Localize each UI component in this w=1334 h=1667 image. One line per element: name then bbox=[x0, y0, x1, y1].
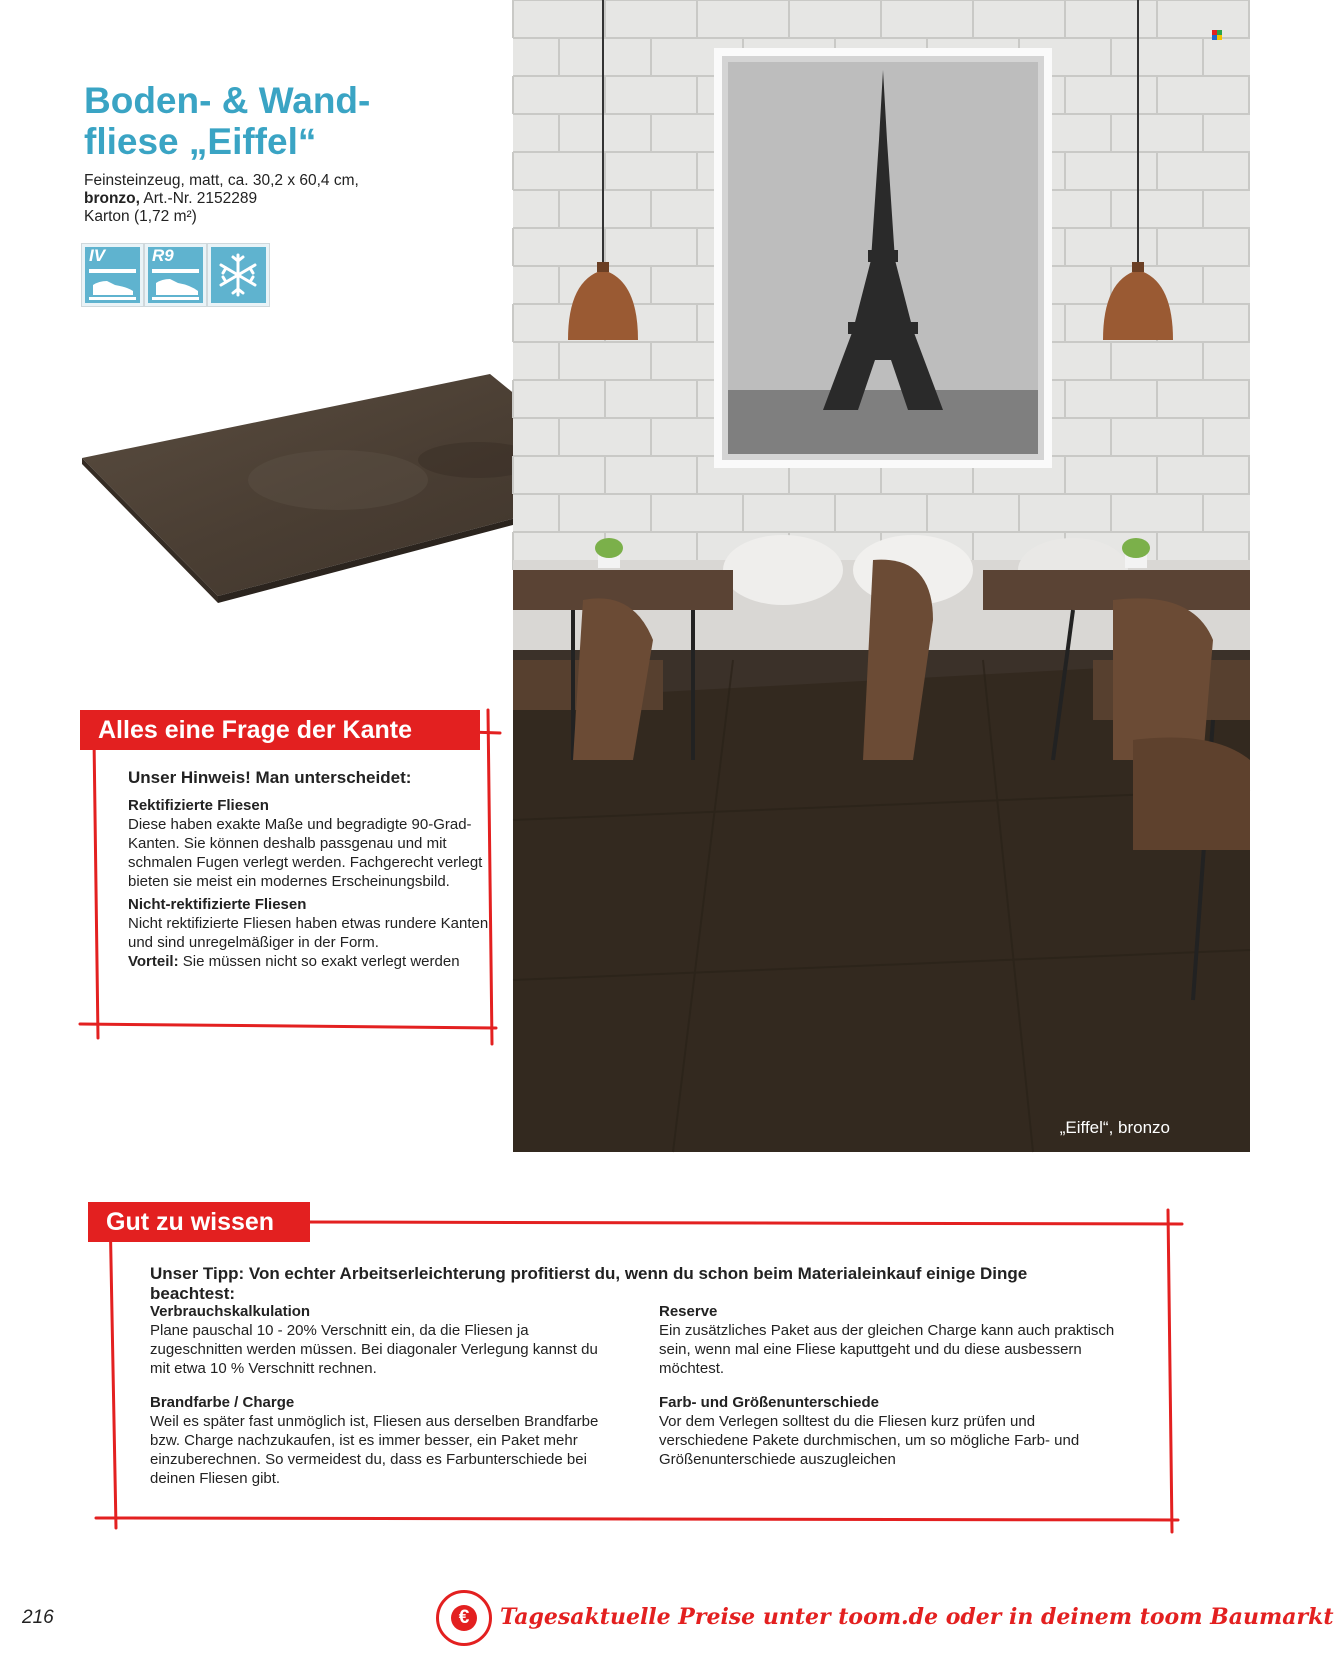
spec-article-number: Art.-Nr. 2152289 bbox=[139, 190, 258, 207]
rect-heading: Rektifizierte Fliesen bbox=[128, 797, 269, 814]
rect-text: Diese haben exakte Maße und begradigte 90-Grad-Kanten. Sie können deshalb passgenau und mit schmalen Fugen verlegt werden. Fachgerecht verlegt bieten sie meist ein modernes Erscheinungsbild. bbox=[128, 816, 483, 890]
nonrect-text: Nicht rektifizierte Fliesen haben etwas rundere Kanten und sind unregelmäßiger in der Form. bbox=[128, 915, 489, 951]
product-title bbox=[84, 80, 504, 162]
photo-caption: „Eiffel“, bronzo bbox=[1059, 1118, 1170, 1137]
euro-icon bbox=[436, 1590, 492, 1646]
reserve-text: Ein zusätzliches Paket aus der gleichen Charge kann auch praktisch sein, wenn mal eine Fliese kaputtgeht und du diese ausbessern möchtest. bbox=[659, 1322, 1115, 1377]
kante-banner: Alles eine Frage der Kante bbox=[80, 710, 480, 750]
brandfarbe-text: Weil es später fast unmöglich ist, Fliesen aus derselben Brandfarbe bzw. Charge nachzukaufen, ist es immer besser, ein Paket mehr einzuberechnen. So vermeidest du, dass es Farbunterschiede bei deinen Fliesen gibt. bbox=[150, 1413, 599, 1487]
brandfarbe-heading: Brandfarbe / Charge bbox=[150, 1394, 295, 1411]
snowflake-icon bbox=[211, 247, 266, 303]
property-icons bbox=[82, 244, 269, 306]
product-title-line1: Boden- & Wand- bbox=[84, 80, 371, 121]
wissen-banner: Gut zu wissen bbox=[88, 1202, 310, 1242]
reserve-heading: Reserve bbox=[659, 1303, 718, 1320]
frost-resistant-badge bbox=[208, 244, 269, 306]
kante-content bbox=[128, 768, 498, 971]
nonrect-heading: Nicht-rektifizierte Fliesen bbox=[128, 896, 307, 913]
shoe-icon bbox=[148, 247, 203, 303]
kante-lead: Unser Hinweis! Man unterscheidet: bbox=[128, 768, 412, 787]
spec-line-article bbox=[84, 190, 504, 208]
wissen-right-column bbox=[659, 1302, 1119, 1484]
product-title-line2: fliese „Eiffel“ bbox=[84, 121, 317, 162]
farbunterschiede-heading: Farb- und Größenunterschiede bbox=[659, 1394, 880, 1411]
footer-slogan: Tagesaktuelle Preise unter toom.de oder in deinem toom Baumarkt bbox=[500, 1604, 1334, 1630]
spec-line-package: Karton (1,72 m²) bbox=[84, 208, 197, 225]
farbunterschiede-text: Vor dem Verlegen solltest du die Fliesen kurz prüfen und verschiedene Pakete durchmischen, um so mögliche Farb- und Größenunterschiede auszugleichen bbox=[659, 1413, 1080, 1468]
slip-class-label: R9 bbox=[152, 246, 174, 265]
shoe-icon bbox=[85, 247, 140, 303]
verbrauch-text: Plane pauschal 10 - 20% Verschnitt ein, da die Fliesen ja zugeschnitten werden müssen. Bei diagonaler Verlegung kannst du mit etwa 10 % Verschnitt rechnen. bbox=[150, 1322, 598, 1377]
euro-symbol: € bbox=[451, 1605, 477, 1631]
product-specs bbox=[84, 172, 504, 226]
wear-class-label: IV bbox=[89, 246, 106, 265]
wissen-left-column bbox=[150, 1302, 620, 1503]
slip-class-badge bbox=[145, 244, 206, 306]
spec-line-material: Feinsteinzeug, matt, ca. 30,2 x 60,4 cm, bbox=[84, 172, 359, 189]
spec-color: bronzo, bbox=[84, 190, 140, 207]
wear-class-badge bbox=[82, 244, 143, 306]
vorteil-label: Vorteil: bbox=[128, 953, 179, 970]
page-number: 216 bbox=[22, 1607, 54, 1628]
vorteil-line bbox=[128, 952, 498, 971]
verbrauch-heading: Verbrauchskalkulation bbox=[150, 1303, 311, 1320]
vorteil-text: Sie müssen nicht so exakt verlegt werden bbox=[178, 953, 460, 970]
room-photo bbox=[513, 0, 1250, 1152]
wissen-lead: Unser Tipp: Von echter Arbeitserleichterung profitierst du, wenn du schon beim Materialeinkauf einige Dinge beachtest: bbox=[150, 1264, 1028, 1303]
color-mark-icon bbox=[1212, 30, 1222, 40]
